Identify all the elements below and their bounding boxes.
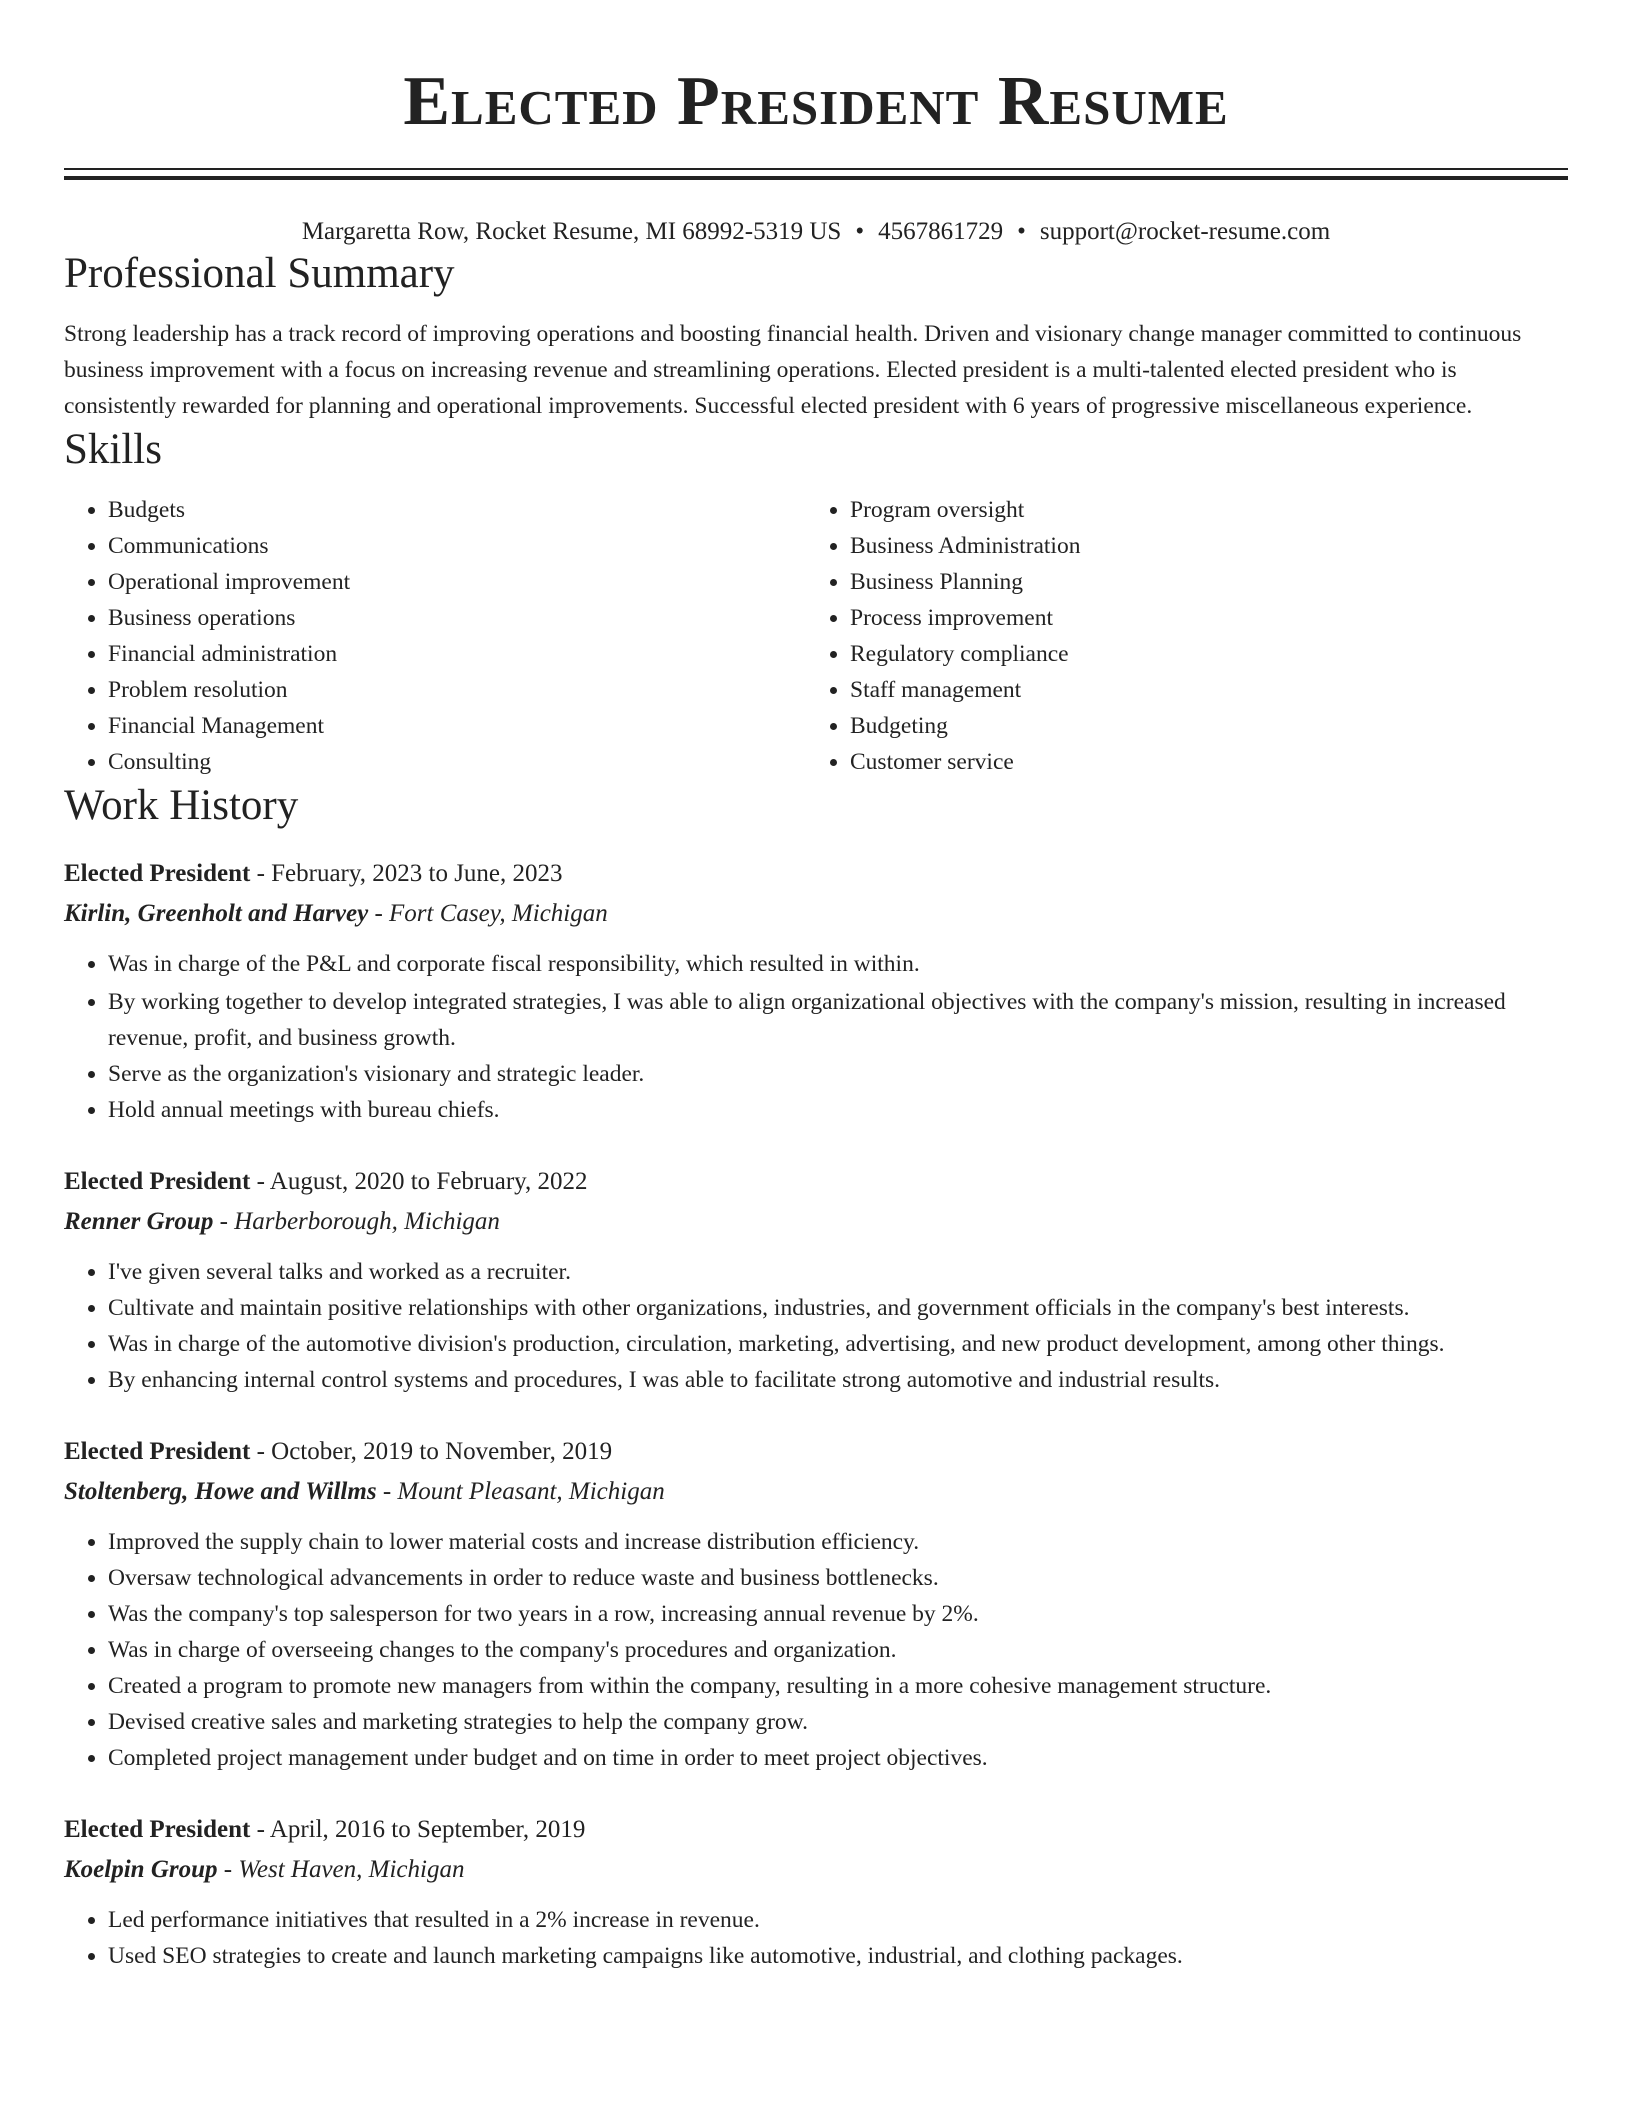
skill-item: • Customer service xyxy=(850,744,1548,780)
contact-email[interactable]: support@rocket-resume.com xyxy=(1039,218,1331,245)
job-location: - Mount Pleasant, Michigan xyxy=(376,1478,665,1505)
job-company-line xyxy=(64,1850,1568,1890)
contact-phone: 4567861729 xyxy=(878,218,1004,245)
job-bullet: • Serve as the organization's visionary and strategic leader. xyxy=(108,1056,1568,1092)
resume-title: Elected President Resume xyxy=(403,63,1229,140)
job-company-line xyxy=(64,1472,1568,1512)
job-bullets xyxy=(64,1524,1568,1776)
job-role: Elected President xyxy=(64,860,251,887)
job-bullet: • Led performance initiatives that resulted in a 2% increase in revenue. xyxy=(108,1902,1568,1938)
job-bullets xyxy=(64,1254,1568,1398)
work-history-heading: Work History xyxy=(64,782,299,829)
job-title-line xyxy=(64,1432,1568,1472)
job-bullet: • Created a program to promote new managers from within the company, resulting in a more cohesive management structure. xyxy=(108,1668,1568,1704)
skills-list-right xyxy=(806,492,1548,780)
skill-item: • Business Planning xyxy=(850,564,1548,600)
contact-separator: • xyxy=(855,218,865,245)
job-dates: - February, 2023 to June, 2023 xyxy=(250,860,563,887)
job-bullets xyxy=(64,1902,1568,1974)
job-bullet: • Completed project management under budget and on time in order to meet project objectives. xyxy=(108,1740,1568,1776)
skill-item: • Staff management xyxy=(850,672,1548,708)
skill-item: • Consulting xyxy=(108,744,806,780)
job-bullet: • Was in charge of the P&L and corporate fiscal responsibility, which resulted in within. xyxy=(108,946,1568,982)
job-entry xyxy=(64,1162,1568,1398)
job-bullet: • Cultivate and maintain positive relationships with other organizations, industries, and government officials in the company's best interests. xyxy=(108,1290,1568,1326)
job-dates: - April, 2016 to September, 2019 xyxy=(250,1816,586,1843)
job-bullet: • Devised creative sales and marketing strategies to help the company grow. xyxy=(108,1704,1568,1740)
job-title-line xyxy=(64,854,1568,894)
job-company: Renner Group xyxy=(64,1208,214,1235)
job-bullet: • Oversaw technological advancements in order to reduce waste and business bottlenecks. xyxy=(108,1560,1568,1596)
job-bullets xyxy=(64,946,1568,1128)
summary-heading: Professional Summary xyxy=(64,250,455,297)
skill-item: • Operational improvement xyxy=(108,564,806,600)
skills-list-left xyxy=(64,492,806,780)
skill-item: • Communications xyxy=(108,528,806,564)
skill-item: • Business Administration xyxy=(850,528,1548,564)
job-bullet: • Improved the supply chain to lower material costs and increase distribution efficiency. xyxy=(108,1524,1568,1560)
job-title-line xyxy=(64,1810,1568,1850)
job-location: - Harberborough, Michigan xyxy=(213,1208,500,1235)
job-dates: - August, 2020 to February, 2022 xyxy=(250,1168,588,1195)
job-bullet: • Was in charge of the automotive division's production, circulation, marketing, advertising, and new product development, among other things. xyxy=(108,1326,1568,1362)
skills-columns xyxy=(64,492,1568,780)
job-entry xyxy=(64,1432,1568,1776)
skill-item: • Process improvement xyxy=(850,600,1548,636)
job-company: Stoltenberg, Howe and Willms xyxy=(64,1478,377,1505)
job-company-line xyxy=(64,894,1568,934)
job-dates: - October, 2019 to November, 2019 xyxy=(250,1438,613,1465)
job-bullet: • By enhancing internal control systems and procedures, I was able to facilitate strong automotive and industrial results. xyxy=(108,1362,1568,1398)
job-bullet: • Used SEO strategies to create and launch marketing campaigns like automotive, industrial, and clothing packages. xyxy=(108,1938,1568,1974)
skills-heading: Skills xyxy=(64,426,162,473)
title-divider-thick xyxy=(64,176,1568,180)
job-role: Elected President xyxy=(64,1168,251,1195)
job-bullet: • Was in charge of overseeing changes to the company's procedures and organization. xyxy=(108,1632,1568,1668)
job-location: - Fort Casey, Michigan xyxy=(368,900,608,927)
skill-item: • Budgets xyxy=(108,492,806,528)
job-entry xyxy=(64,1810,1568,1974)
summary-text: Strong leadership has a track record of improving operations and boosting financial health. Driven and visionary change manager committed to continuous business improvement with a focus on increasing revenue and streamlining operations. Elected president is a multi-talented elected president who is consistently rewarded for planning and operational improvements. Successful elected president with 6 years of progressive miscellaneous experience. xyxy=(64,321,1522,419)
skill-item: • Budgeting xyxy=(850,708,1548,744)
skill-item: • Problem resolution xyxy=(108,672,806,708)
contact-line xyxy=(64,216,1568,248)
title-divider-thin xyxy=(64,168,1568,170)
job-bullet: • Was the company's top salesperson for two years in a row, increasing annual revenue by 2%. xyxy=(108,1596,1568,1632)
contact-separator: • xyxy=(1017,218,1026,245)
job-bullet: • By working together to develop integrated strategies, I was able to align organizational objectives with the company's mission, resulting in increased revenue, profit, and business growth. xyxy=(108,984,1568,1056)
job-company-line xyxy=(64,1202,1568,1242)
job-bullet: • Hold annual meetings with bureau chiefs. xyxy=(108,1092,1568,1128)
skill-item: • Regulatory compliance xyxy=(850,636,1548,672)
skill-item: • Business operations xyxy=(108,600,806,636)
resume-page xyxy=(64,0,1568,1974)
contact-address: Margaretta Row, Rocket Resume, MI 68992-5319 US xyxy=(301,218,842,245)
job-role: Elected President xyxy=(64,1816,251,1843)
job-bullet: • I've given several talks and worked as a recruiter. xyxy=(108,1254,1568,1290)
skill-item: • Financial administration xyxy=(108,636,806,672)
job-title-line xyxy=(64,1162,1568,1202)
job-company: Kirlin, Greenholt and Harvey xyxy=(64,900,369,927)
job-company: Koelpin Group xyxy=(64,1856,218,1883)
job-entry xyxy=(64,854,1568,1128)
job-role: Elected President xyxy=(64,1438,251,1465)
skill-item: • Program oversight xyxy=(850,492,1548,528)
skill-item: • Financial Management xyxy=(108,708,806,744)
job-location: - West Haven, Michigan xyxy=(217,1856,465,1883)
